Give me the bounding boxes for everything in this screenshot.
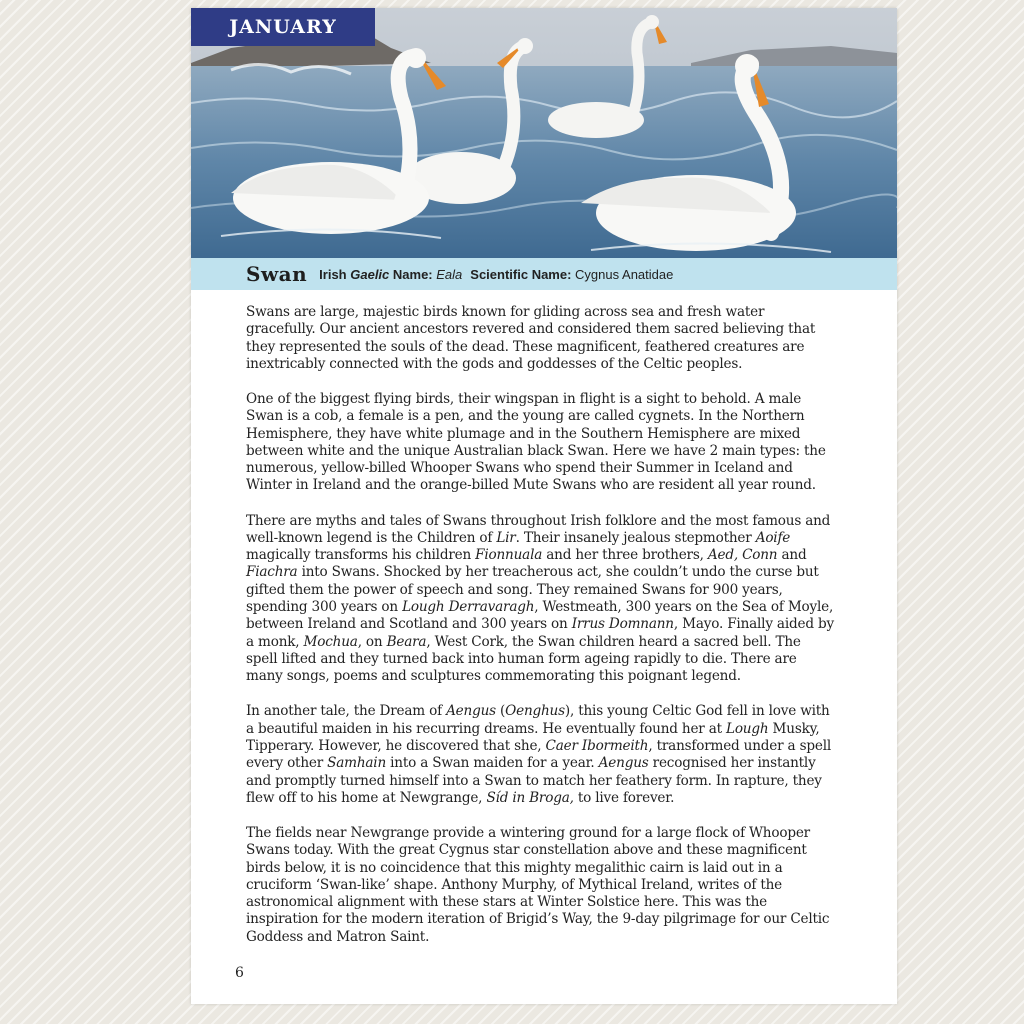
- species-name-bar: [191, 258, 897, 290]
- page-number: 6: [235, 965, 244, 981]
- hero-image: [191, 8, 897, 258]
- body-paragraph: In another tale, the Dream of Aengus (Oenghus), this young Celtic God fell in love with a beautiful maiden in his recurring dreams. He eventually found her at Lough Musky, Tipperary. However, he discovered that she, Caer Ibormeith, transformed under a spell every other Samhain into a Swan maiden for a year. Aengus recognised her instantly and promptly turned himself into a Swan to match her feathery form. In rapture, they flew off to his home at Newgrange, Síd in Broga, to live forever.: [246, 703, 831, 806]
- bird-name: Swan: [246, 262, 308, 286]
- month-label: JANUARY: [191, 8, 375, 46]
- irish-name: Eala: [436, 266, 463, 282]
- irish-name-label: Irish Gaelic Name:: [319, 266, 437, 282]
- body-paragraph: There are myths and tales of Swans throughout Irish folklore and the most famous and well-known legend is the Children of Lir. Their insanely jealous stepmother Aoife magically transforms his children Fionnuala and her three brothers, Aed, Conn and Fiachra into Swans. Shocked by her treacherous act, she couldn’t undo the curse but gifted them the power of speech and song. They remained Swans for 900 years, spending 300 years on Lough Derravaragh, Westmeath, 300 years on the Sea of Moyle, between Ireland and Scotland and 300 years on Irrus Domnann, Mayo. Finally aided by a monk, Mochua, on Beara, West Cork, the Swan children heard a sacred bell. The spell lifted and they turned back into human form ageing rapidly to die. There are many songs, poems and sculptures commemorating this poignant legend.: [246, 512, 834, 685]
- book-page: [191, 8, 897, 1004]
- scientific-name-label: Scientific Name:: [470, 266, 576, 282]
- body-paragraph: One of the biggest flying birds, their wingspan in flight is a sight to behold. A male Swan is a cob, a female is a pen, and the young are called cygnets. In the Northern Hemisphere, they have white plumage and in the Southern Hemisphere are mixed between white and the unique Australian black Swan. Here we have 2 main types: the numerous, yellow-billed Whooper Swans who spend their Summer in Iceland and Winter in Ireland and the orange-billed Mute Swans who are resident all year round.: [246, 390, 826, 494]
- species-meta: [319, 267, 673, 282]
- body-paragraph: Swans are large, majestic birds known for gliding across sea and fresh water gracefully. Our ancient ancestors revered and considered them sacred believing that they represented the souls of the dead. These magnificent, feathered creatures are inextricably connected with the gods and goddesses of the Celtic peoples.: [246, 304, 816, 372]
- body-paragraph: The fields near Newgrange provide a wintering ground for a large flock of Whooper Swans today. With the great Cygnus star constellation above and these magnificent birds below, it is no coincidence that this mighty megalithic cairn is laid out in a cruciform ‘Swan-like’ shape. Anthony Murphy, of Mythical Ireland, writes of the astronomical alignment with these stars at Winter Solstice here. This was the inspiration for the modern iteration of Brigid’s Way, the 9-day pilgrimage for our Celtic Goddess and Matron Saint.: [246, 824, 830, 945]
- scientific-name: Cygnus Anatidae: [575, 266, 674, 282]
- article-body: [246, 304, 836, 964]
